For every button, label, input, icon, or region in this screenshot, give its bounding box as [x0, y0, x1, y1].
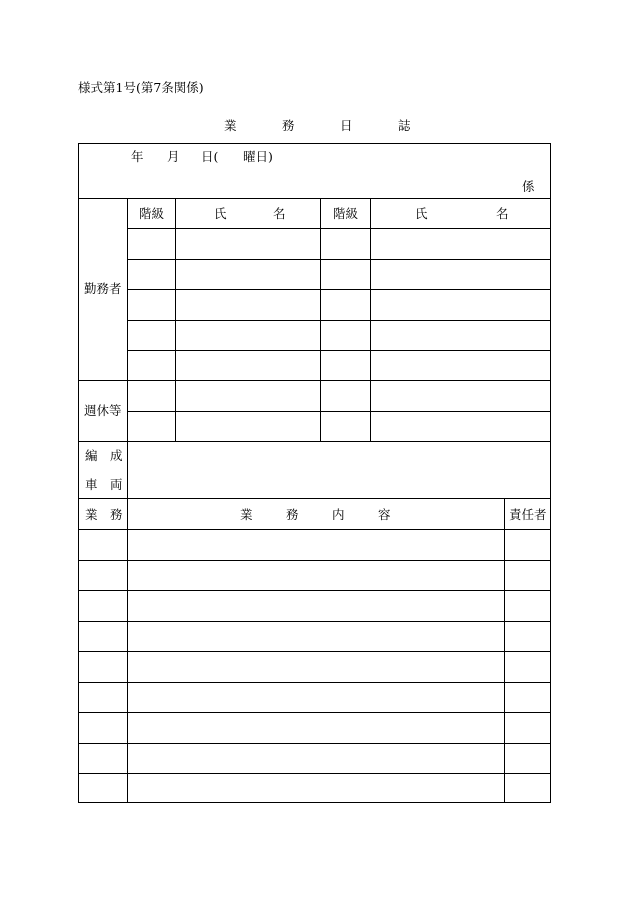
task-header-char: 業 [85, 507, 98, 522]
content-header-char: 内 [332, 507, 345, 522]
divider-staff [78, 441, 551, 442]
duty-row-line [78, 529, 551, 530]
vehicles-label-char: 車 [85, 477, 98, 492]
holiday-section-label: 週休等 [84, 403, 122, 418]
staff-column-divider [175, 198, 176, 441]
in-charge-label: 係 [522, 179, 535, 194]
duty-row-line [78, 682, 551, 683]
name-header-1: 氏 [415, 206, 428, 221]
content-header-char: 務 [286, 507, 299, 522]
weekday-label: 曜日) [243, 149, 273, 164]
content-header-char: 業 [240, 507, 253, 522]
title-char-4: 誌 [398, 118, 411, 133]
staff-section-label: 勤務者 [84, 281, 122, 296]
day-label: 日( [201, 149, 219, 164]
rank-header: 階級 [333, 206, 359, 221]
divider-date [78, 198, 551, 199]
duty-row-line [78, 651, 551, 652]
divider-holiday [78, 380, 551, 381]
name-header-1: 氏 [214, 206, 227, 221]
label-column-divider [127, 198, 128, 803]
title-char-1: 業 [224, 118, 237, 133]
responsible-header: 責任者 [509, 507, 547, 522]
duty-row-line [78, 743, 551, 744]
staff-row-line [127, 228, 551, 229]
divider-vehicles [78, 498, 551, 499]
duty-row-line [78, 590, 551, 591]
vehicles-label-char: 編 [85, 448, 98, 463]
staff-row-line [127, 259, 551, 260]
staff-column-divider [370, 198, 371, 441]
vehicles-label-char: 両 [110, 477, 123, 492]
year-label: 年 [131, 149, 144, 164]
journal-form-table [78, 143, 551, 803]
title-char-2: 務 [282, 118, 295, 133]
responsible-column-divider [504, 498, 505, 803]
staff-row-line [127, 289, 551, 290]
staff-column-divider [320, 198, 321, 441]
content-header-char: 容 [378, 507, 391, 522]
holiday-row-line [127, 411, 551, 412]
duty-row-line [78, 773, 551, 774]
staff-row-line [127, 320, 551, 321]
duty-row-line [78, 621, 551, 622]
duty-row-line [78, 712, 551, 713]
rank-header: 階級 [139, 206, 165, 221]
form-number-label: 様式第1号(第7条関係) [78, 80, 204, 95]
title-char-3: 日 [340, 118, 353, 133]
name-header-2: 名 [273, 206, 286, 221]
staff-row-line [127, 350, 551, 351]
name-header-2: 名 [496, 206, 509, 221]
duty-row-line [78, 560, 551, 561]
task-header-char: 務 [110, 507, 123, 522]
month-label: 月 [167, 149, 180, 164]
vehicles-label-char: 成 [110, 448, 123, 463]
